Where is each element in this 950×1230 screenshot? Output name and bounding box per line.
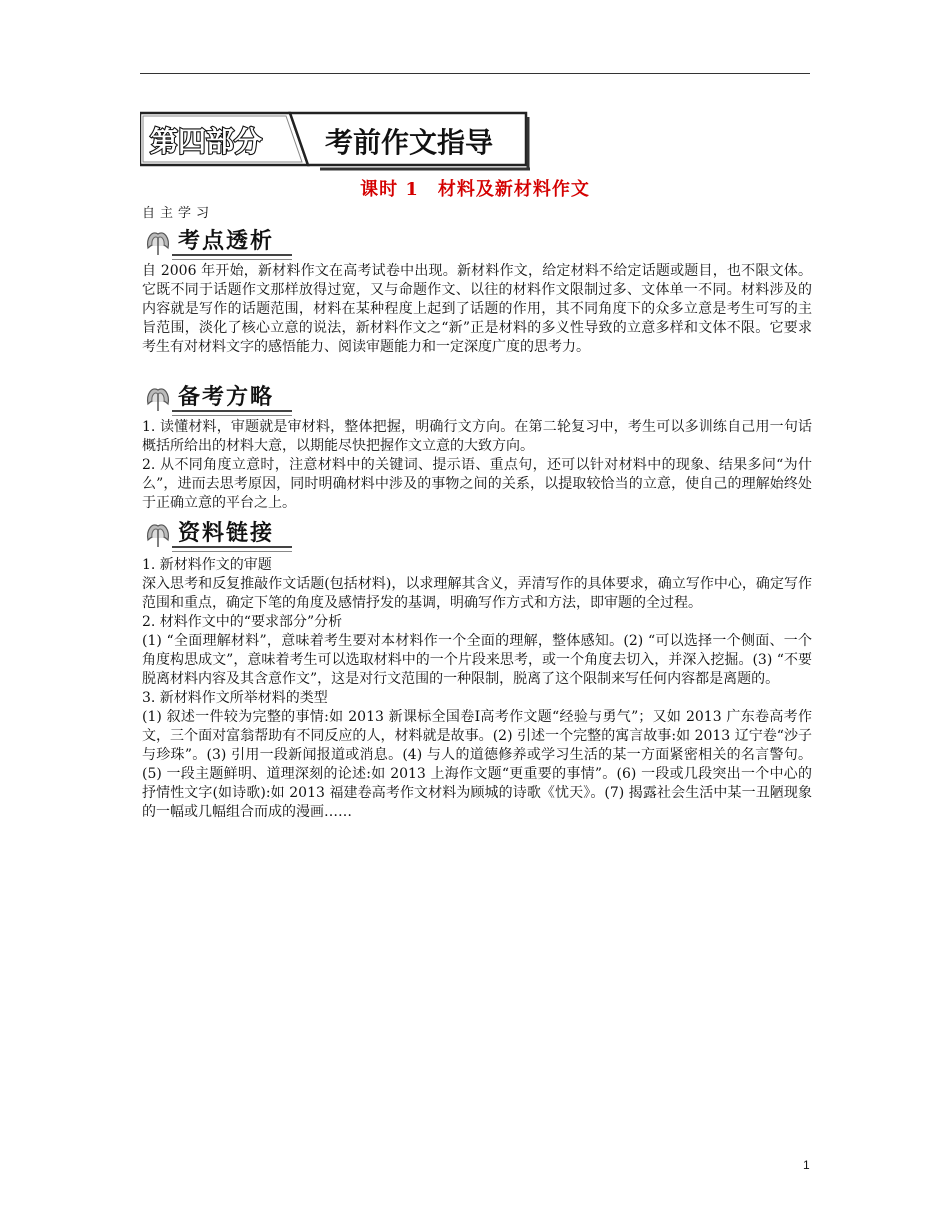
banner-part-text: 第四部分 [150,125,263,158]
section-title: 备考方略 [178,385,275,410]
section-header-beikao [142,382,292,412]
section-header-ziliao [142,518,292,548]
ziliao-body [142,556,812,822]
flower-icon [142,516,174,548]
page-number: 1 [803,1158,810,1172]
beikao-body [142,418,812,513]
beikao-item-2: 2. 从不同角度立意时，注意材料中的关键词、提示语、重点句，还可以针对材料中的现象、结果多问“为什么”，进而去思考原因，同时明确材料中涉及的事物之间的关系，以提取较恰当的立意，使自己的理解始终处于正确立意的平台之上。 [142,457,812,511]
part-banner [140,111,530,171]
ziliao-heading-2: 2. 材料作文中的“要求部分”分析 [142,614,343,630]
ziliao-paragraph-2: (1) “全面理解材料”，意味着考生要对本材料作一个全面的理解，整体感知。(2) “可以选择一个侧面、一个角度构思成文”，意味着考生可以选取材料中的一个片段来思考，或一个角度去切入，并深入挖掘。(3) “不要脱离材料内容及其含意作文”，这是对行文范围的一种限制，脱离了这个限制来写任何内容都是离题的。 [142,633,812,687]
header-rule [140,73,810,74]
ziliao-paragraph-1: 深入思考和反复推敲作文话题(包括材料)，以求理解其含义，弄清写作的具体要求，确立写作中心，确定写作范围和重点，确定下笔的角度及感情抒发的基调，明确写作方式和方法，即审题的全过程。 [142,576,812,611]
lesson-title: 课时 1 材料及新材料作文 [360,179,590,200]
flower-icon [142,224,174,256]
ziliao-heading-1: 1. 新材料作文的审题 [142,557,272,573]
kaodian-body [142,262,812,357]
banner-title-text: 考前作文指导 [325,126,494,159]
kaodian-paragraph: 自 2006 年开始，新材料作文在高考试卷中出现。新材料作文，给定材料不给定话题或题目，也不限文体。它既不同于话题作文那样放得过宽，又与命题作文、以往的材料作文限制过多、文体单一不同。材料涉及的内容就是写作的话题范围，材料在某种程度上起到了话题的作用，其不同角度下的众多立意是考生可写的主旨范围，淡化了核心立意的说法，新材料作文之“新”正是材料的多义性导致的立意多样和文体不限。它要求考生有对材料文字的感悟能力、阅读审题能力和一定深度广度的思考力。 [142,263,812,355]
section-header-kaodian [142,226,292,256]
beikao-item-1: 1. 读懂材料，审题就是审材料，整体把握，明确行文方向。在第二轮复习中，考生可以多训练自己用一句话概括所给出的材料大意，以期能尽快把握作文立意的大致方向。 [142,419,812,454]
section-title: 资料链接 [178,521,275,546]
flower-icon [142,380,174,412]
section-title: 考点透析 [178,229,275,254]
ziliao-heading-3: 3. 新材料作文所举材料的类型 [142,690,328,706]
ziliao-paragraph-3: (1) 叙述一件较为完整的事情:如 2013 新课标全国卷Ⅰ高考作文题“经验与勇气”；又如 2013 广东卷高考作文，三个面对富翁帮助有不同反应的人，材料就是故事。(2) 引述一个完整的寓言故事:如 2013 辽宁卷“沙子与珍珠”。(3) 引用一段新闻报道或消息。(4) 与人的道德修养或学习生活的某一方面紧密相关的名言警句。(5) 一段主题鲜明、道理深刻的论述:如 2013 上海作文题“更重要的事情”。(6) 一段或几段突出一个中心的抒情性文字(如诗歌):如 2013 福建卷高考作文材料为顾城的诗歌《忧天》。(7) 揭露社会生活中某一丑陋现象的一幅或几幅组合而成的漫画…… [142,709,812,820]
self-study-label: 自主学习 [142,206,215,221]
